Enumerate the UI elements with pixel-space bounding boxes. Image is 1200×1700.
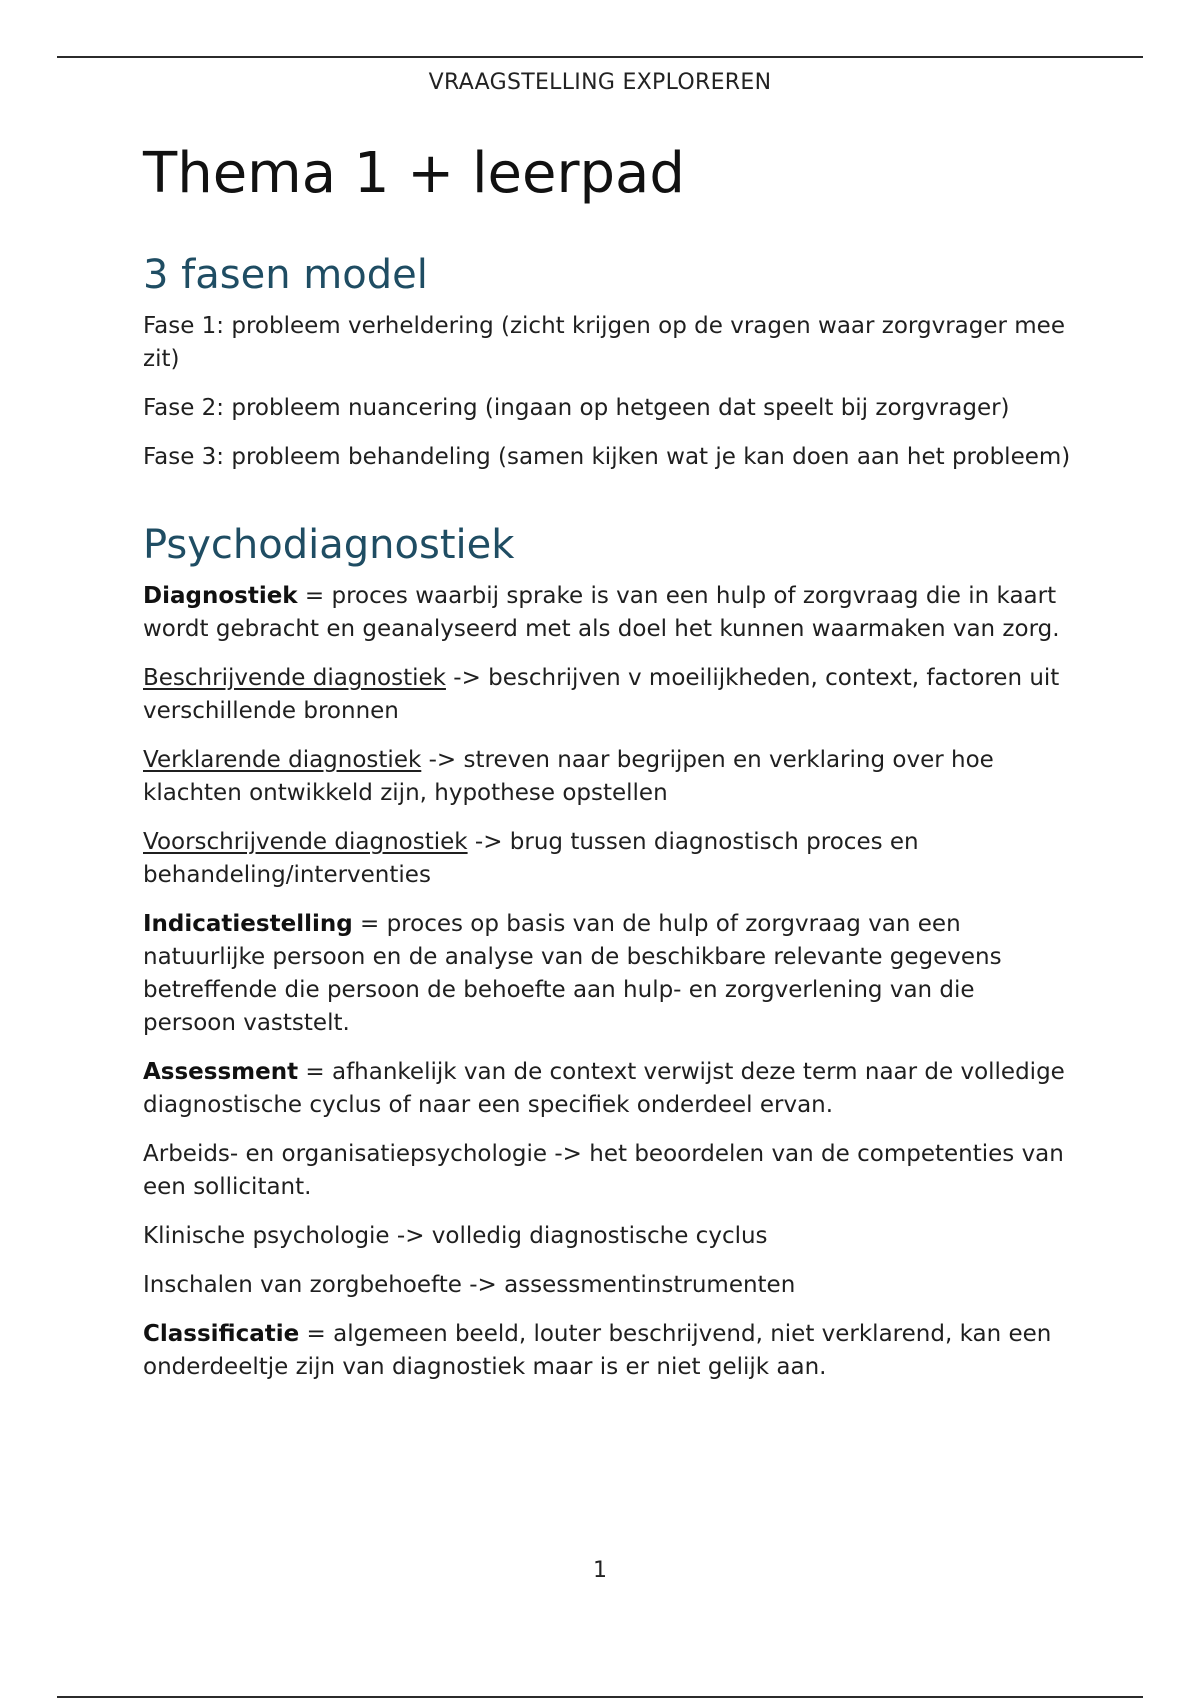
page-number: 1 xyxy=(593,1558,607,1583)
term-diagnostiek: Diagnostiek xyxy=(143,583,298,609)
paragraph-klinische-psychologie: Klinische psychologie -> volledig diagnostische cyclus xyxy=(143,1223,768,1249)
paragraph-fase-1: Fase 1: probleem verheldering (zicht krijgen op de vragen waar zorgvrager mee zit) xyxy=(143,313,1065,372)
term-verklarende-diagnostiek: Verklarende diagnostiek xyxy=(143,747,422,773)
paragraph-indicatiestelling xyxy=(143,908,1073,1040)
running-header: VRAAGSTELLING EXPLOREREN xyxy=(428,70,772,95)
paragraph-voorschrijvende-diagnostiek xyxy=(143,826,1073,892)
section-heading-psychodiagnostiek: Psychodiagnostiek xyxy=(143,522,515,568)
page-content xyxy=(143,138,1073,1400)
definition-diagnostiek: = proces waarbij sprake is van een hulp of zorgvraag die in kaart wordt gebracht en geanalyseerd met als doel het kunnen waarmaken van zorg. xyxy=(143,583,1060,642)
document-title: Thema 1 + leerpad xyxy=(143,141,685,206)
paragraph-fase-2: Fase 2: probleem nuancering (ingaan op hetgeen dat speelt bij zorgvrager) xyxy=(143,395,1010,421)
definition-indicatiestelling: = proces op basis van de hulp of zorgvraag van een natuurlijke persoon en de analyse van de beschikbare relevante gegevens betreffende die persoon de behoefte aan hulp- en zorgverlening van die persoon vaststelt. xyxy=(143,911,1002,1036)
term-beschrijvende-diagnostiek: Beschrijvende diagnostiek xyxy=(143,665,446,691)
paragraph-verklarende-diagnostiek xyxy=(143,744,1073,810)
section-heading-3-fasen-model: 3 fasen model xyxy=(143,252,428,298)
term-classificatie: Classificatie xyxy=(143,1321,300,1347)
paragraph-classificatie xyxy=(143,1318,1073,1384)
definition-verklarende-diagnostiek: -> streven naar begrijpen en verklaring over hoe klachten ontwikkeld zijn, hypothese opstellen xyxy=(143,747,994,806)
paragraph-arbeids-organisatiepsychologie: Arbeids- en organisatiepsychologie -> het beoordelen van de competenties van een sollicitant. xyxy=(143,1141,1064,1200)
paragraph-diagnostiek xyxy=(143,580,1073,646)
definition-classificatie: = algemeen beeld, louter beschrijvend, niet verklarend, kan een onderdeeltje zijn van diagnostiek maar is er niet gelijk aan. xyxy=(143,1321,1052,1380)
paragraph-fase-3: Fase 3: probleem behandeling (samen kijken wat je kan doen aan het probleem) xyxy=(143,444,1071,470)
definition-beschrijvende-diagnostiek: -> beschrijven v moeilijkheden, context, factoren uit verschillende bronnen xyxy=(143,665,1060,724)
paragraph-assessment xyxy=(143,1056,1073,1122)
header-divider xyxy=(57,56,1143,58)
term-indicatiestelling: Indicatiestelling xyxy=(143,911,353,937)
definition-voorschrijvende-diagnostiek: -> brug tussen diagnostisch proces en behandeling/interventies xyxy=(143,829,919,888)
term-voorschrijvende-diagnostiek: Voorschrijvende diagnostiek xyxy=(143,829,468,855)
paragraph-beschrijvende-diagnostiek xyxy=(143,662,1073,728)
term-assessment: Assessment xyxy=(143,1059,299,1085)
footer-divider xyxy=(57,1696,1143,1698)
paragraph-inschalen-zorgbehoefte: Inschalen van zorgbehoefte -> assessmentinstrumenten xyxy=(143,1272,796,1298)
definition-assessment: = afhankelijk van de context verwijst deze term naar de volledige diagnostische cyclus of naar een specifiek onderdeel ervan. xyxy=(143,1059,1065,1118)
